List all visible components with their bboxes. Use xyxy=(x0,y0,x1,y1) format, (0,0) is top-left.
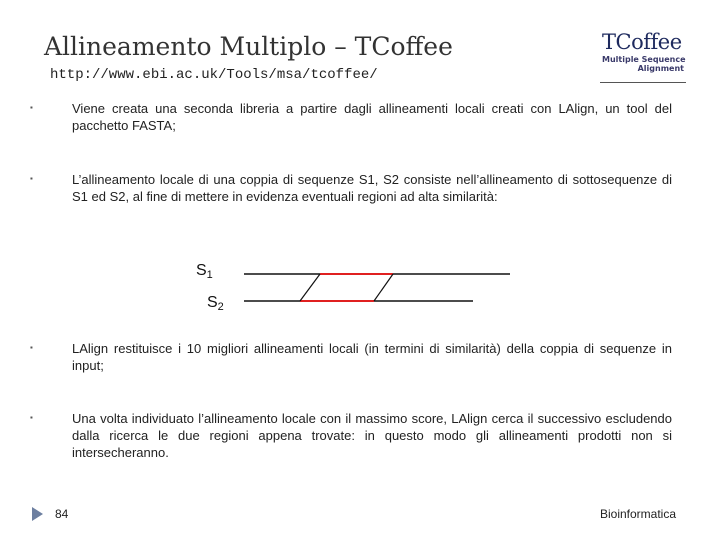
footer-arrow-icon xyxy=(32,507,43,521)
course-name: Bioinformatica xyxy=(599,507,676,521)
logo-title: TCoffee xyxy=(602,30,682,54)
logo-subtitle-1: Multiple Sequence xyxy=(602,55,686,64)
bullet-marker-3: ▪ xyxy=(30,343,33,352)
bullet-text-2: L’allineamento locale di una coppia di sequenze S1, S2 consiste nell’allineamento di sottosequenze di S1 ed S2, al fine di mettere in evidenza eventuali regioni ad alta similarità: xyxy=(72,172,672,204)
tcoffee-url[interactable]: http://www.ebi.ac.uk/Tools/msa/tcoffee/ xyxy=(50,67,378,83)
tcoffee-logo xyxy=(598,30,686,82)
bullet-text-4: Una volta individuato l’allineamento locale con il massimo score, LAlign cerca il successivo escludendo dalla ricerca le due regioni appena trovate: in questo modo gli allineamenti prodotti non si intersecheranno. xyxy=(72,411,672,460)
local-alignment-diagram xyxy=(190,258,520,318)
slide-title: Allineamento Multiplo – TCoffee xyxy=(44,32,453,61)
bullet-text-3: LAlign restituisce i 10 migliori allineamenti locali (in termini di similarità) della coppia di sequenze in input; xyxy=(72,341,672,373)
logo-subtitle-2: Alignment xyxy=(637,64,684,73)
page-number: 84 xyxy=(55,507,69,521)
alignment-lines xyxy=(190,258,520,318)
logo-underline xyxy=(600,82,686,83)
alignment-connector-right xyxy=(374,274,393,301)
bullet-marker-1: ▪ xyxy=(30,103,33,112)
sequence-label-s1: $S_1$ xyxy=(196,262,213,281)
bullet-text-1: Viene creata una seconda libreria a partire dagli allineamenti locali creati con LAlign, un tool del pacchetto FASTA; xyxy=(72,101,672,133)
sequence-label-s2: $S_2$ xyxy=(207,294,224,313)
alignment-connector-left xyxy=(300,274,320,301)
bullet-marker-2: ▪ xyxy=(30,174,33,183)
bullet-marker-4: ▪ xyxy=(30,413,33,422)
